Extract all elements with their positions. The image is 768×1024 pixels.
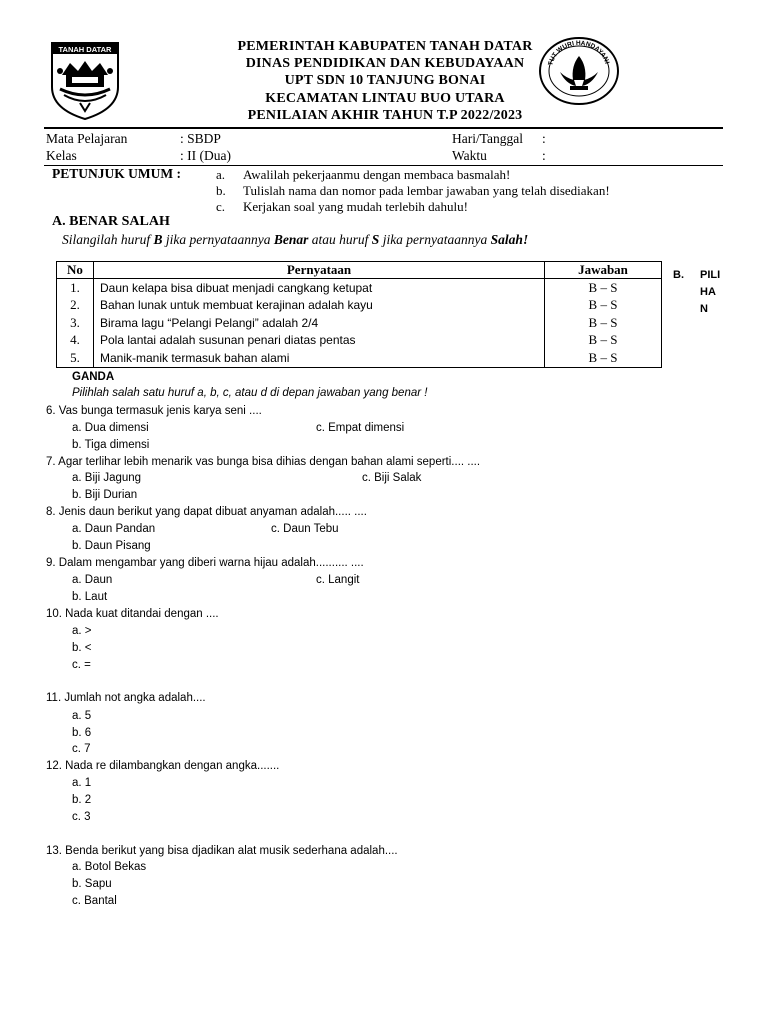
header-line-5: PENILAIAN AKHIR TAHUN T.P 2022/2023 bbox=[247, 108, 523, 123]
row-statement: Birama lagu “Pelangi Pelangi” adalah 2/4 bbox=[94, 314, 545, 332]
section-b-title-part-2: HA bbox=[700, 286, 716, 298]
instruction-text-a: Awalilah pekerjaanmu dengan membaca basmalah! bbox=[243, 167, 511, 182]
question-13: 13. Benda berikut yang bisa djadikan alat musik sederhana adalah.... bbox=[46, 845, 398, 857]
q10-option-b[interactable]: b. < bbox=[72, 642, 92, 654]
q9-option-a[interactable]: a. Daun bbox=[72, 574, 113, 586]
header-line-3: UPT SDN 10 TANJUNG BONAI bbox=[284, 73, 486, 88]
q9-option-b[interactable]: b. Laut bbox=[72, 591, 108, 603]
instruction-text-c: Kerjakan soal yang mudah terlebih dahulu! bbox=[243, 199, 468, 214]
q7-option-a[interactable]: a. Biji Jagung bbox=[72, 472, 142, 484]
question-12: 12. Nada re dilambangkan dengan angka....... bbox=[46, 760, 280, 772]
row-answer[interactable]: B – S bbox=[545, 279, 662, 297]
question-9: 9. Dalam mengambar yang diberi warna hijau adalah.......... .... bbox=[46, 557, 364, 569]
col-no: No bbox=[57, 262, 94, 279]
instr-bold-salah: Salah! bbox=[490, 232, 529, 247]
table-row bbox=[57, 332, 662, 350]
section-b-letter: B. bbox=[673, 269, 684, 281]
row-answer[interactable]: B – S bbox=[545, 297, 662, 315]
q13-option-a[interactable]: a. Botol Bekas bbox=[72, 861, 147, 873]
time-label: Waktu bbox=[452, 148, 487, 163]
instr-bold-b: B bbox=[153, 232, 163, 247]
row-number: 5. bbox=[57, 349, 94, 367]
q13-option-b[interactable]: b. Sapu bbox=[72, 878, 112, 890]
day-value: : bbox=[542, 131, 546, 146]
q8-option-a[interactable]: a. Daun Pandan bbox=[72, 523, 156, 535]
question-6: 6. Vas bunga termasuk jenis karya seni .... bbox=[46, 405, 262, 417]
class-label: Kelas bbox=[46, 148, 77, 163]
row-statement: Daun kelapa bisa dibuat menjadi cangkang ketupat bbox=[94, 279, 545, 297]
q13-option-c[interactable]: c. Bantal bbox=[72, 895, 117, 907]
row-number: 3. bbox=[57, 314, 94, 332]
instruction-letter-c: c. bbox=[216, 199, 226, 214]
section-b-title-part-3: N bbox=[700, 303, 708, 315]
table-row bbox=[57, 297, 662, 315]
instr-bold-benar: Benar bbox=[273, 232, 309, 247]
subject-value: : SBDP bbox=[180, 131, 221, 146]
section-b-title-part-1: PILI bbox=[700, 269, 721, 281]
q7-option-b[interactable]: b. Biji Durian bbox=[72, 489, 138, 501]
q12-option-a[interactable]: a. 1 bbox=[72, 777, 92, 789]
q10-option-c[interactable]: c. = bbox=[72, 659, 91, 671]
instr-part: jika pernyataannya bbox=[379, 232, 491, 247]
q10-option-a[interactable]: a. > bbox=[72, 625, 92, 637]
class-value: : II (Dua) bbox=[180, 148, 231, 163]
table-row bbox=[57, 314, 662, 332]
q6-option-a[interactable]: a. Dua dimensi bbox=[72, 422, 149, 434]
row-answer[interactable]: B – S bbox=[545, 314, 662, 332]
instr-bold-s: S bbox=[371, 232, 380, 247]
question-11: 11. Jumlah not angka adalah.... bbox=[46, 692, 206, 704]
table-header-row bbox=[57, 262, 662, 279]
q11-option-a[interactable]: a. 5 bbox=[72, 710, 92, 722]
q7-option-c[interactable]: c. Biji Salak bbox=[362, 472, 422, 484]
section-b-instruction: Pilihlah salah satu huruf a, b, c, atau d di depan jawaban yang benar ! bbox=[72, 387, 428, 399]
logo-tanah-datar bbox=[50, 41, 120, 121]
q11-option-b[interactable]: b. 6 bbox=[72, 727, 92, 739]
row-number: 2. bbox=[57, 297, 94, 315]
instr-part: atau huruf bbox=[308, 232, 372, 247]
row-number: 1. bbox=[57, 279, 94, 297]
q12-option-b[interactable]: b. 2 bbox=[72, 794, 92, 806]
table-row bbox=[57, 279, 662, 297]
true-false-table bbox=[56, 261, 662, 368]
q8-option-c[interactable]: c. Daun Tebu bbox=[271, 523, 339, 535]
table-row bbox=[57, 349, 662, 367]
q9-option-c[interactable]: c. Langit bbox=[316, 574, 360, 586]
instruction-letter-a: a. bbox=[216, 167, 226, 182]
row-statement: Manik-manik termasuk bahan alami bbox=[94, 349, 545, 367]
header-line-2: DINAS PENDIDIKAN DAN KEBUDAYAAN bbox=[245, 56, 525, 71]
row-answer[interactable]: B – S bbox=[545, 332, 662, 350]
instruction-text-b: Tulislah nama dan nomor pada lembar jawaban yang telah disediakan! bbox=[243, 183, 610, 198]
subject-label: Mata Pelajaran bbox=[46, 131, 128, 146]
svg-text:TANAH DATAR: TANAH DATAR bbox=[58, 45, 112, 54]
q12-option-c[interactable]: c. 3 bbox=[72, 811, 91, 823]
instruction-letter-b: b. bbox=[216, 183, 226, 198]
section-a-instruction bbox=[62, 232, 528, 248]
question-8: 8. Jenis daun berikut yang dapat dibuat anyaman adalah..... .... bbox=[46, 506, 367, 518]
row-number: 4. bbox=[57, 332, 94, 350]
time-value: : bbox=[542, 148, 546, 163]
instructions-title: PETUNJUK UMUM : bbox=[52, 166, 181, 181]
section-b-title-cont: GANDA bbox=[72, 371, 115, 383]
header-line-4: KECAMATAN LINTAU BUO UTARA bbox=[265, 91, 505, 106]
svg-text:TUT WURI HANDAYANI: TUT WURI HANDAYANI bbox=[547, 39, 611, 67]
col-answer: Jawaban bbox=[545, 262, 662, 279]
q11-option-c[interactable]: c. 7 bbox=[72, 743, 91, 755]
question-10: 10. Nada kuat ditandai dengan .... bbox=[46, 608, 219, 620]
q6-option-b[interactable]: b. Tiga dimensi bbox=[72, 439, 150, 451]
header-divider bbox=[44, 127, 723, 129]
row-answer[interactable]: B – S bbox=[545, 349, 662, 367]
row-statement: Pola lantai adalah susunan penari diatas pentas bbox=[94, 332, 545, 350]
col-statement: Pernyataan bbox=[94, 262, 545, 279]
day-label: Hari/Tanggal bbox=[452, 131, 524, 146]
q6-option-c[interactable]: c. Empat dimensi bbox=[316, 422, 405, 434]
instr-part: Silangilah huruf bbox=[62, 232, 154, 247]
logo-tut-wuri-handayani bbox=[538, 36, 620, 106]
q8-option-b[interactable]: b. Daun Pisang bbox=[72, 540, 151, 552]
header-line-1: PEMERINTAH KABUPATEN TANAH DATAR bbox=[237, 39, 533, 54]
instr-part: jika pernyataannya bbox=[162, 232, 274, 247]
row-statement: Bahan lunak untuk membuat kerajinan adalah kayu bbox=[94, 297, 545, 315]
question-7: 7. Agar terlihar lebih menarik vas bunga bisa dihias dengan bahan alami seperti.... .... bbox=[46, 456, 481, 468]
section-a-title: A. BENAR SALAH bbox=[52, 214, 170, 229]
